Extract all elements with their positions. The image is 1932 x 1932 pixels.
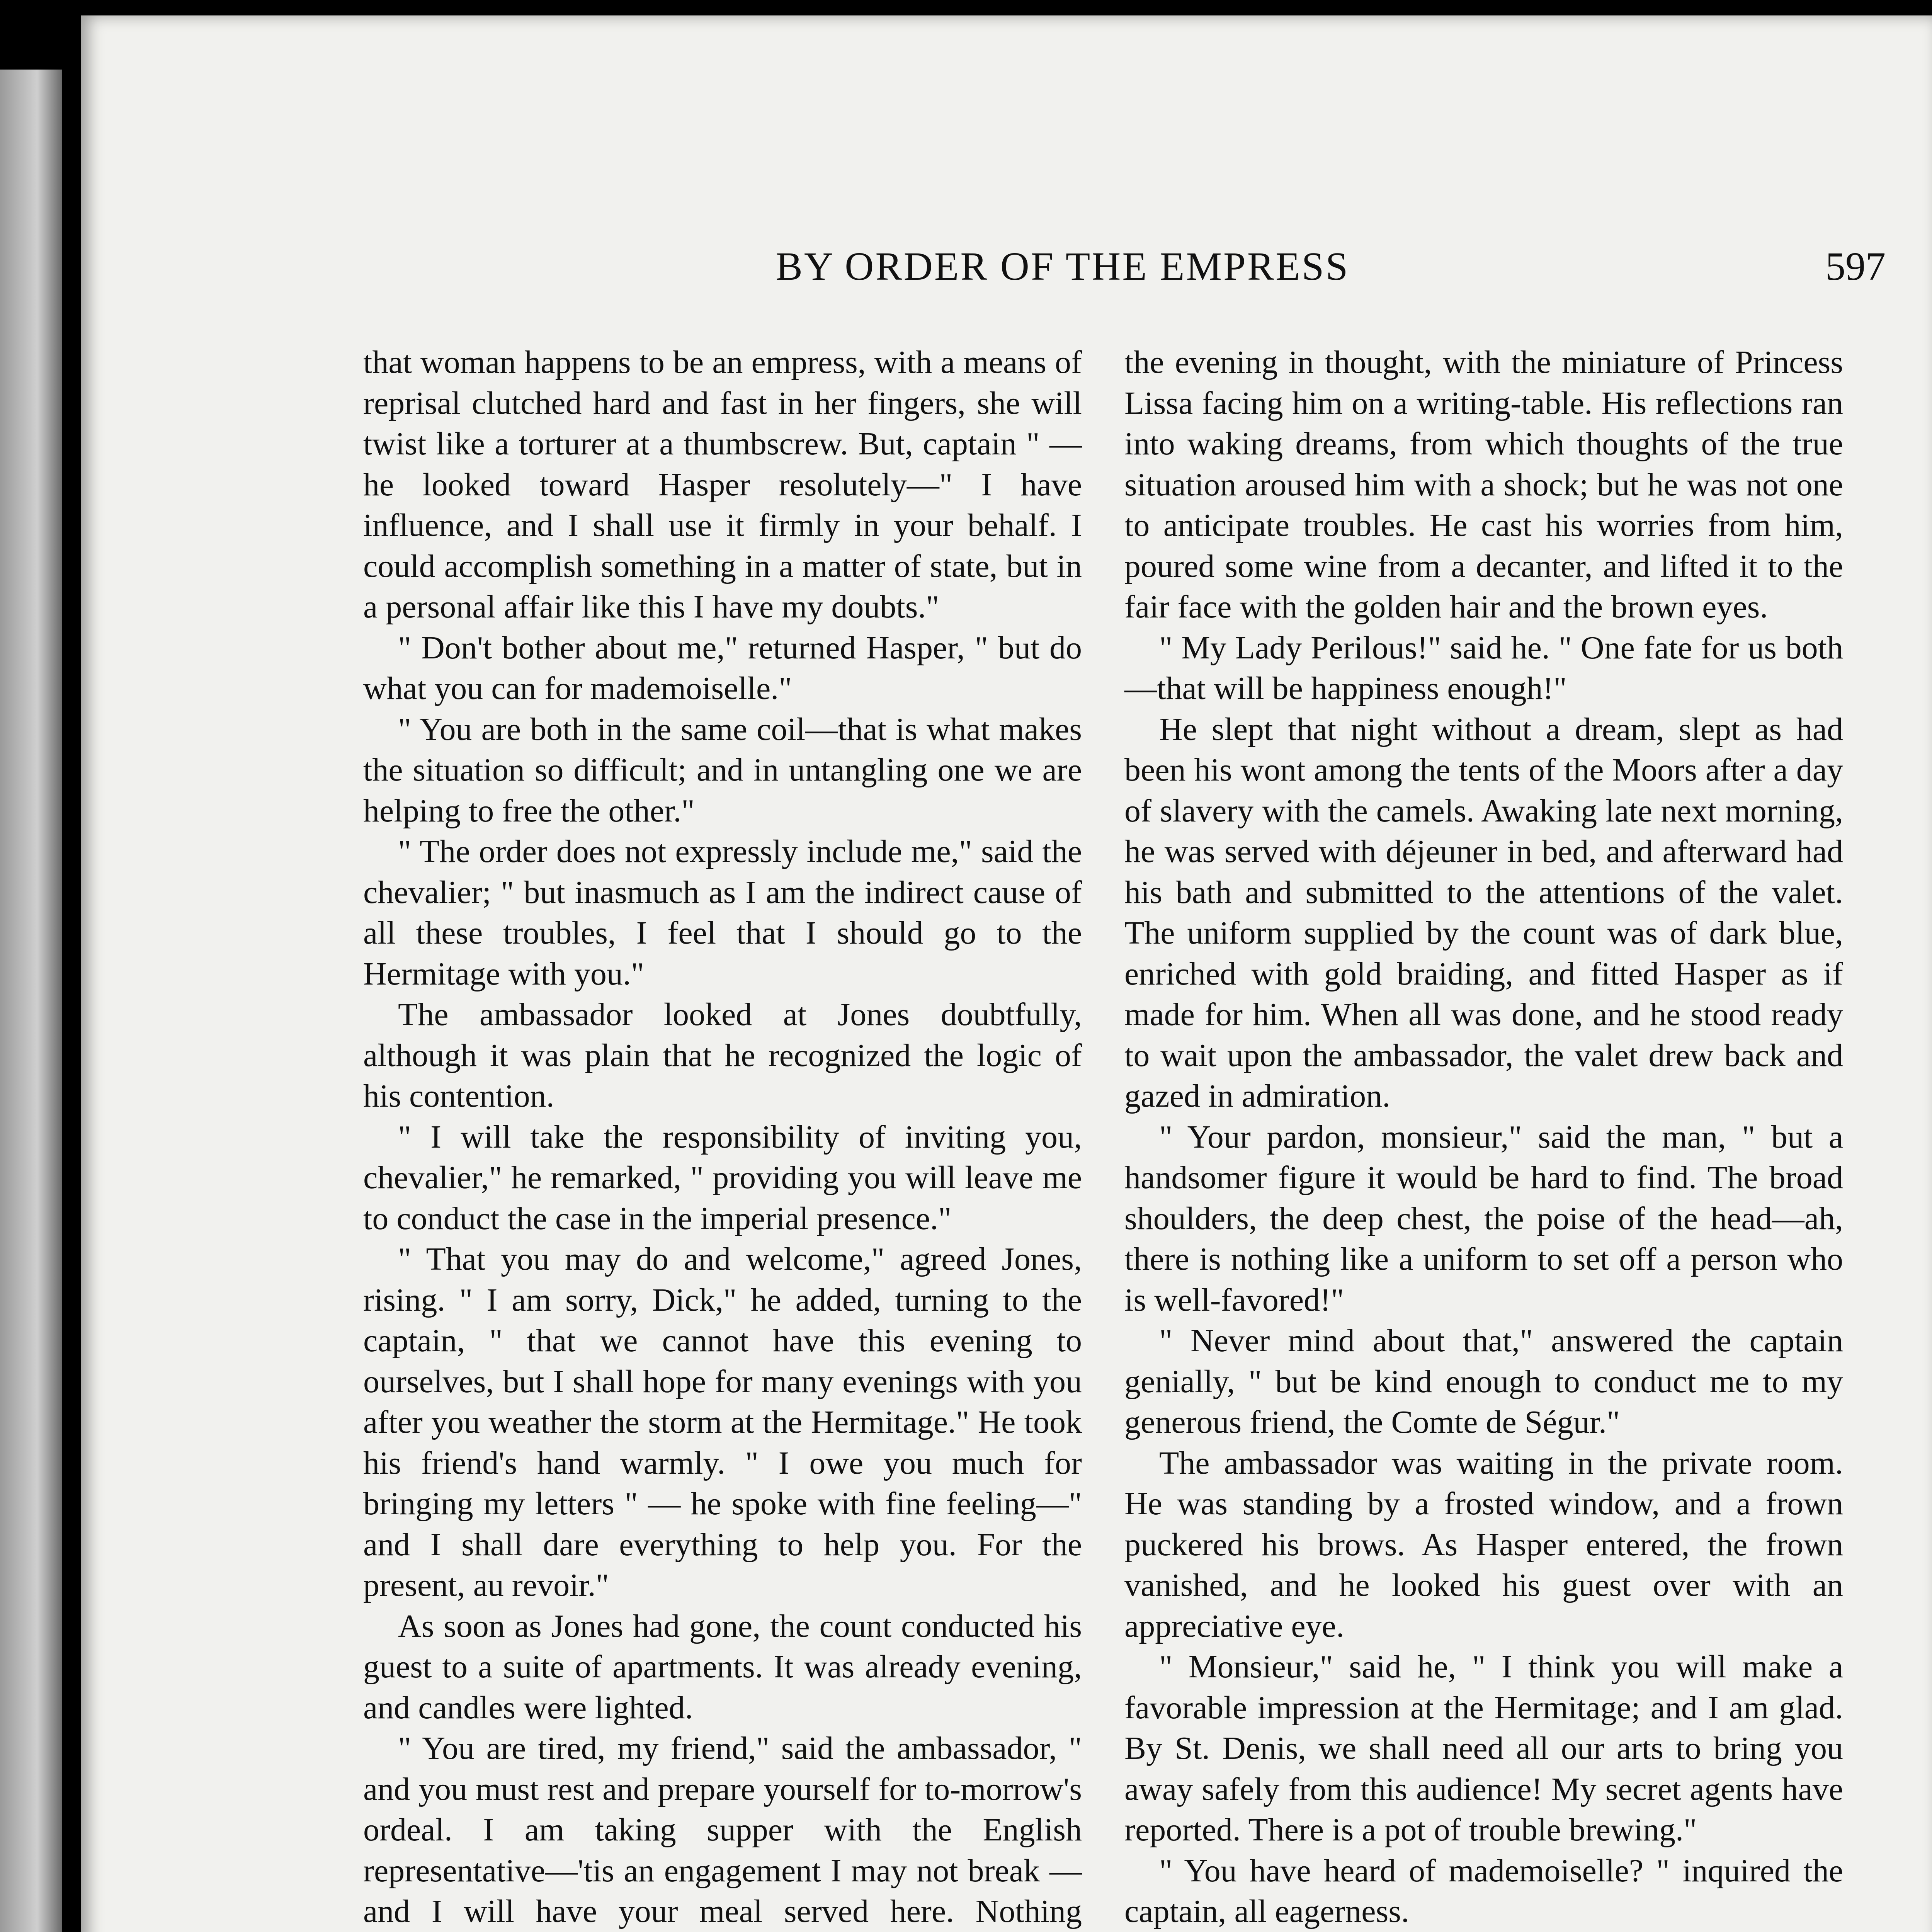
facing-page-edge <box>0 70 62 1932</box>
paragraph: " That you may do and welcome," agreed Jones, rising. " I am sorry, Dick," he added, turning to the captain, " that we cannot have this evening to ourselves, but I shall hope for many evenings with you after you weather the storm at the Hermitage." He took his friend's hand warmly. " I owe you much for bringing my letters " — he spoke with fine feeling—" and I shall dare everything to help you. For the present, au revoir." <box>363 1241 1082 1603</box>
paragraph: the evening in thought, with the miniature of Princess Lissa facing him on a writing-table. His reflections ran into waking dreams, from which thoughts of the true situation aroused him with a shock; but he was not one to anticipate troubles. He cast his worries from him, poured some wine from a decanter, and lifted it to the fair face with the golden hair and the brown eyes. <box>1124 344 1843 625</box>
paragraph: " My Lady Perilous!" said he. " One fate for us both—that will be happiness enough!" <box>1124 629 1843 706</box>
paragraph: " The order does not expressly include me," said the chevalier; " but inasmuch as I am the indirect cause of all these troubles, I feel that I should go to the Hermitage with you." <box>363 833 1082 992</box>
paragraph: that woman happens to be an empress, with a means of reprisal clutched hard and fast in her fingers, she will twist like a torturer at a thumbscrew. But, captain " — he looked toward Hasper resolutely—" I have influence, and I shall use it firmly in your behalf. I could accomplish something in a matter of state, but in a personal affair like this I have my doubts." <box>363 344 1082 625</box>
paragraph: " You have heard of mademoiselle? " inquired the captain, all eagerness. <box>1124 1852 1843 1929</box>
paragraph: The ambassador was waiting in the private room. He was standing by a frosted window, and a frown puckered his brows. As Hasper entered, the frown vanished, and he looked his guest over with an appreciative eye. <box>1124 1445 1843 1644</box>
right-text-column <box>1124 342 1843 1932</box>
running-title: BY ORDER OF THE EMPRESS <box>776 244 1350 289</box>
paragraph: The ambassador looked at Jones doubtfully, although it was plain that he recognized the logic of his contention. <box>363 997 1082 1114</box>
paragraph: As soon as Jones had gone, the count conducted his guest to a suite of apartments. It was already evening, and candles were lighted. <box>363 1608 1082 1726</box>
left-text-column <box>363 342 1082 1932</box>
paragraph: " You are both in the same coil—that is what makes the situation so difficult; and in untangling one we are helping to free the other." <box>363 711 1082 829</box>
paragraph: " Your pardon, monsieur," said the man, " but a handsomer figure it would be hard to find. The broad shoulders, the deep chest, the poise of the head—ah, there is nothing like a uniform to set off a person who is well-favored!" <box>1124 1119 1843 1318</box>
paragraph: He slept that night without a dream, slept as had been his wont among the tents of the Moors after a day of slavery with the camels. Awaking late next morning, he was served with déjeuner in bed, and afterward had his bath and submitted to the attentions of the valet. The uniform supplied by the count was of dark blue, enriched with gold braiding, and fitted Hasper as if made for him. When all was done, and he stood ready to wait upon the ambassador, the valet drew back and gazed in admiration. <box>1124 711 1843 1114</box>
paragraph: " I will take the responsibility of inviting you, chevalier," he remarked, " providing you will leave me to conduct the case in the imperial presence." <box>363 1119 1082 1236</box>
paragraph: " You are tired, my friend," said the ambassador, " and you must rest and prepare yourself for to-morrow's ordeal. I am taking supper with the English representative—'tis an engagement I may not break —and I will have your meal served here. Nothing <box>363 1730 1082 1929</box>
book-page <box>81 15 1932 1932</box>
paragraph: " Monsieur," said he, " I think you will make a favorable impression at the Hermitage; and I am glad. By St. Denis, we shall need all our arts to bring you away safely from this audience! My secret agents have reported. There is a pot of trouble brewing." <box>1124 1649 1843 1848</box>
paragraph: " Never mind about that," answered the captain genially, " but be kind enough to conduct me to my generous friend, the Comte de Ségur." <box>1124 1323 1843 1440</box>
page-number: 597 <box>1825 244 1886 289</box>
paragraph: " Don't bother about me," returned Hasper, " but do what you can for mademoiselle." <box>363 629 1082 706</box>
